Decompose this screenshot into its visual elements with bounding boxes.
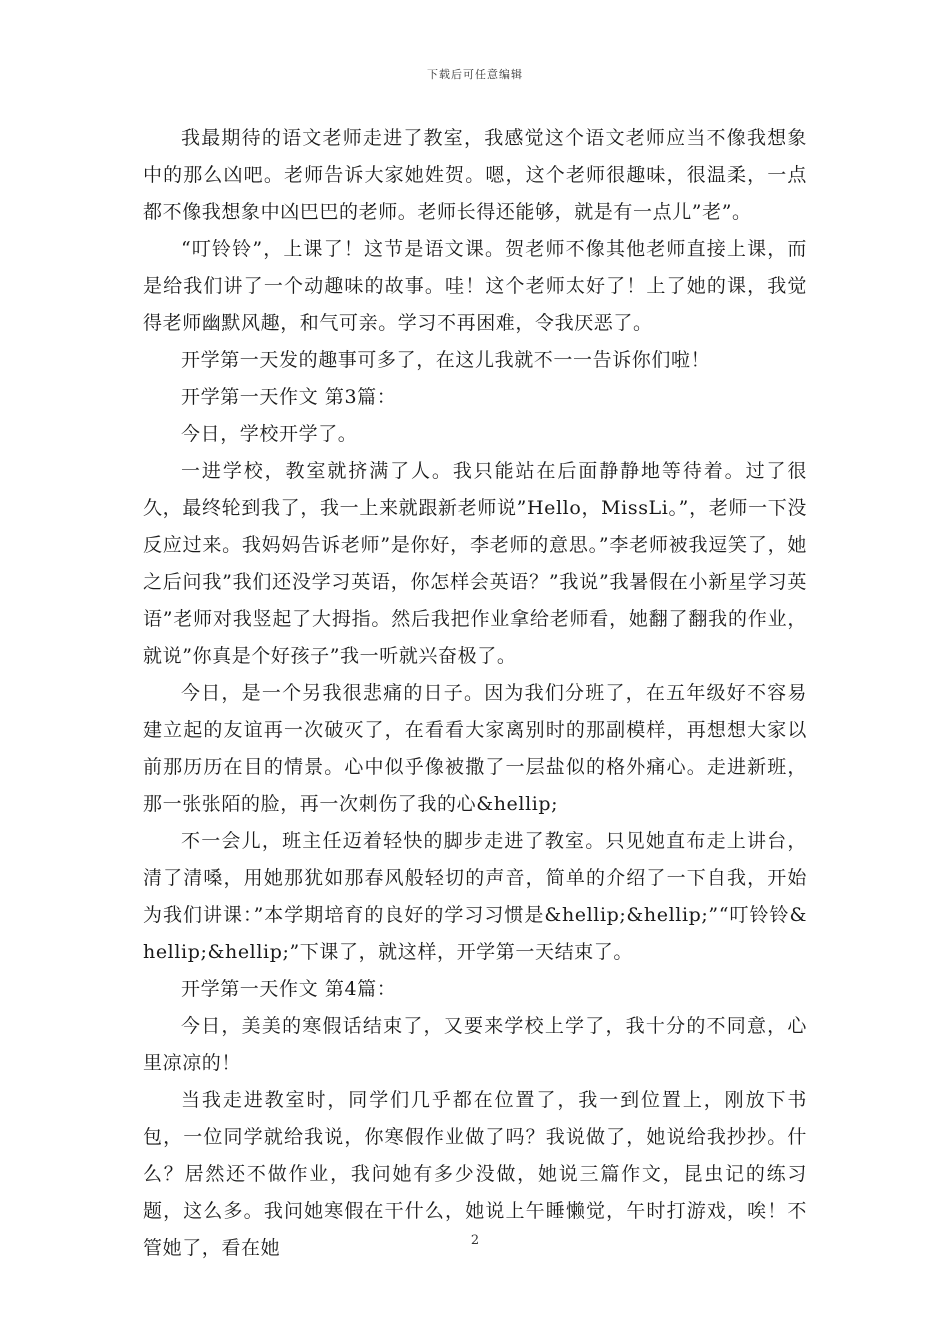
paragraph: 当我走进教室时，同学们几乎都在位置了，我一到位置上，刚放下书包，一位同学就给我说，你寒假作业做了吗？我说做了，她说给我抄抄。什么？居然还不做作业，我问她有多少没做，她说三篇作文，昆虫记的练习题，这么多。我问她寒假在干什么，她说上午睡懒觉，午时打游戏，唉！不管她了，看在她 [143, 1089, 807, 1259]
document-body [143, 120, 807, 1267]
paragraph: 今日，美美的寒假话结束了，又要来学校上学了，我十分的不同意，心里凉凉的！ [143, 1015, 807, 1074]
paragraph: 我最期待的语文老师走进了教室，我感觉这个语文老师应当不像我想象中的那么凶吧。老师告诉大家她姓贺。嗯，这个老师很趣味，很温柔，一点都不像我想象中凶巴巴的老师。老师长得还能够，就是有一点儿”老”。 [143, 127, 807, 223]
section-heading: 开学第一天作文 第4篇： [181, 978, 397, 1000]
paragraph: 一进学校，教室就挤满了人。我只能站在后面静静地等待着。过了很久，最终轮到我了，我一上来就跟新老师说”Hello，MissLi。”，老师一下没反应过来。我妈妈告诉老师”是你好，李老师的意思。”李老师被我逗笑了，她之后问我”我们还没学习英语，你怎样会英语？”我说”我暑假在小新星学习英语”老师对我竖起了大拇指。然后我把作业拿给老师看，她翻了翻我的作业，就说”你真是个好孩子”我一听就兴奋极了。 [143, 460, 807, 667]
paragraph: 开学第一天发的趣事可多了，在这儿我就不一一告诉你们啦！ [181, 349, 711, 371]
section-heading: 开学第一天作文 第3篇： [181, 386, 397, 408]
paragraph: 今日，是一个另我很悲痛的日子。因为我们分班了，在五年级好不容易建立起的友谊再一次破灭了，在看看大家离别时的那副模样，再想想大家以前那历历在目的情景。心中似乎像被撒了一层盐似的格外痛心。走进新班，那一张张陌的脸，再一次刺伤了我的心&hellip; [143, 682, 807, 815]
paragraph: 今日，学校开学了。 [181, 423, 358, 445]
paragraph: “叮铃铃”，上课了！这节是语文课。贺老师不像其他老师直接上课，而是给我们讲了一个动趣味的故事。哇！这个老师太好了！上了她的课，我觉得老师幽默风趣，和气可亲。学习不再困难，令我厌恶了。 [143, 238, 807, 334]
page-number: 2 [470, 1233, 480, 1248]
page-header: 下载后可任意编辑 [427, 68, 523, 81]
paragraph: 不一会儿，班主任迈着轻快的脚步走进了教室。只见她直布走上讲台，清了清嗓，用她那犹如那春风般轻切的声音，简单的介绍了一下自我，开始为我们讲课：”本学期培育的良好的学习习惯是&hellip;&hellip;”“叮铃铃&hellip;&hellip;”下课了，就这样，开学第一天结束了。 [143, 830, 807, 963]
